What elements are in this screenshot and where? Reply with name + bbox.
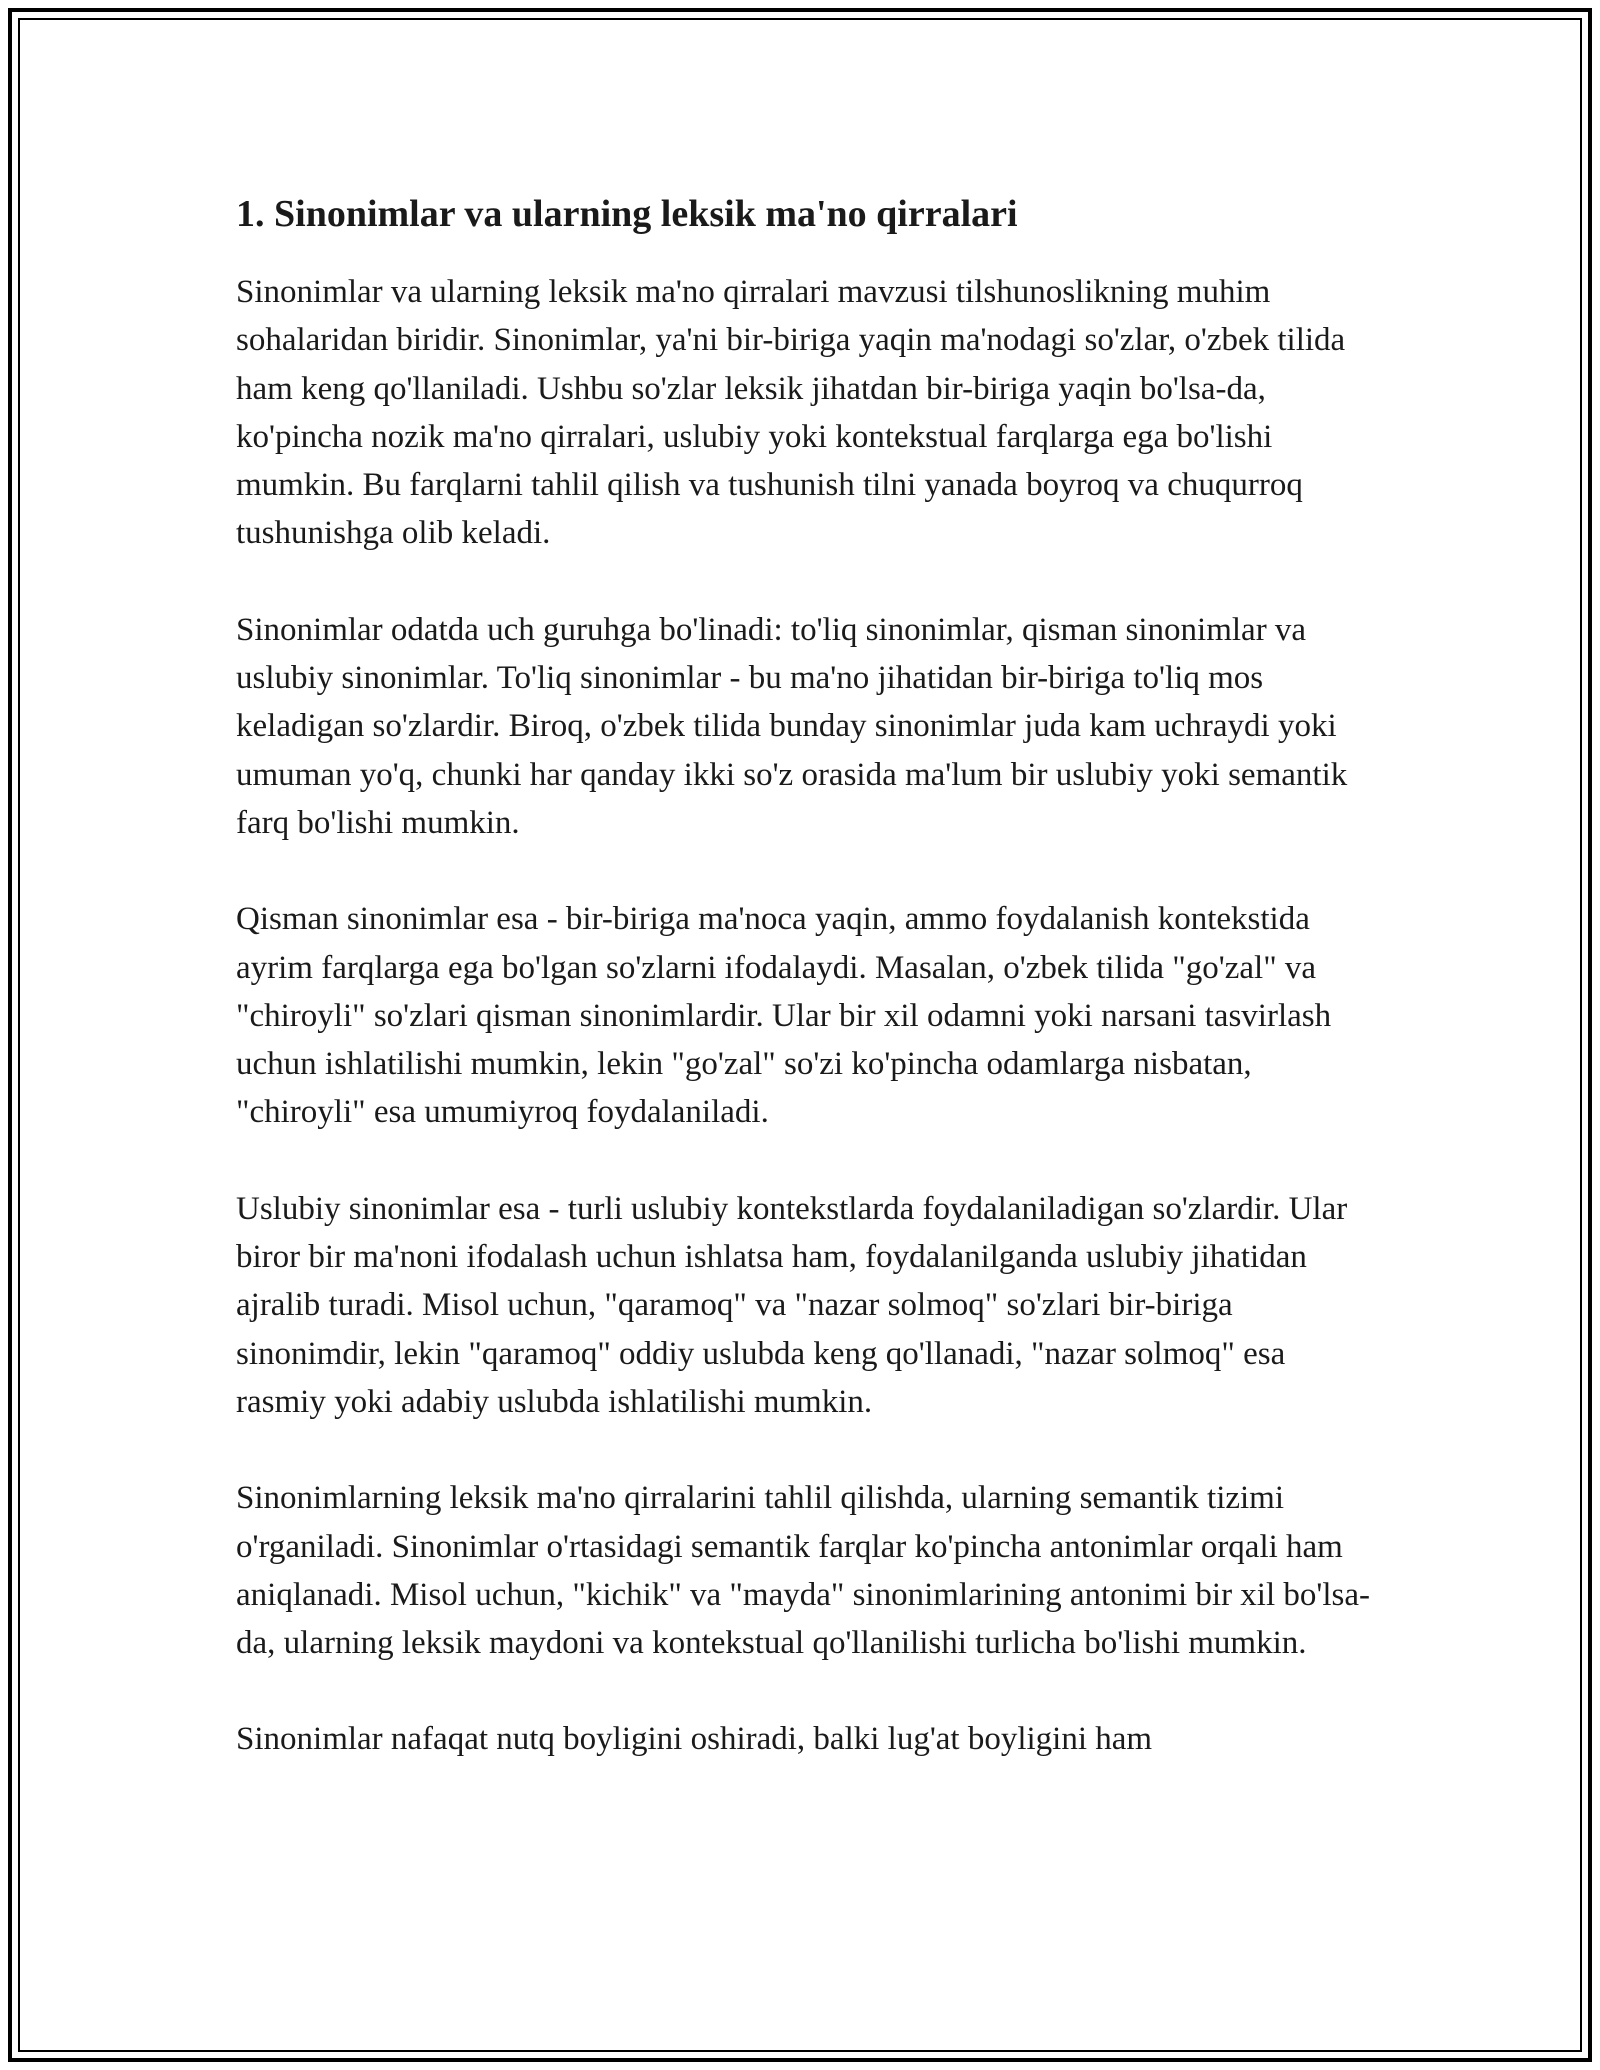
paragraph-6: Sinonimlar nafaqat nutq boyligini oshiradi, balki lug'at boyligini ham [236,1721,1153,1758]
paragraph-1: Sinonimlar va ularning leksik ma'no qirralari mavzusi tilshunoslikning muhim sohalaridan biridir. Sinonimlar, ya'ni bir-biriga yaqin ma'nodagi so'zlar, o'zbek tilida ham keng qo'llaniladi. Ushbu so'zlar leksik jihatdan bir-biriga yaqin bo'lsa-da, ko'pincha nozik ma'no qirralari, uslubiy yoki kontekstual farqlarga ega bo'lishi mumkin. Bu farqlarni tahlil qilish va tushunish tilni yanada boyroq va chuqurroq tushunishga olib keladi. [236,274,1346,552]
paragraph-4: Uslubiy sinonimlar esa - turli uslubiy kontekstlarda foydalaniladigan so'zlardir. Ular biror bir ma'noni ifodalash uchun ishlatsa ham, foydalanilganda uslubiy jihatidan ajralib turadi. Misol uchun, "qaramoq" va "nazar solmoq" so'zlari bir-biriga sinonimdir, lekin "qaramoq" oddiy uslubda keng qo'llanadi, "nazar solmoq" esa rasmiy yoki adabiy uslubda ishlatilishi mumkin. [236,1190,1348,1420]
paragraph-2: Sinonimlar odatda uch guruhga bo'linadi: to'liq sinonimlar, qisman sinonimlar va uslubiy sinonimlar. To'liq sinonimlar - bu ma'no jihatidan bir-biriga to'liq mos keladigan so'zlardir. Biroq, o'zbek tilida bunday sinonimlar juda kam uchraydi yoki umuman yo'q, chunki har qanday ikki so'z orasida ma'lum bir uslubiy yoki semantik farq bo'lishi mumkin. [236,611,1348,841]
page-title: 1. Sinonimlar va ularning leksik ma'no qirralari [236,193,1018,235]
paragraph-5: Sinonimlarning leksik ma'no qirralarini tahlil qilishda, ularning semantik tizimi o'rganiladi. Sinonimlar o'rtasidagi semantik farqlar ko'pincha antonimlar orqali ham aniqlanadi. Misol uchun, "kichik" va "mayda" sinonimlarining antonimi bir xil bo'lsa-da, ularning leksik maydoni va kontekstual qo'llanilishi turlicha bo'lishi mumkin. [236,1480,1370,1662]
page-content [236,186,1376,1812]
paragraph-3: Qisman sinonimlar esa - bir-biriga ma'noca yaqin, ammo foydalanish kontekstida ayrim farqlarga ega bo'lgan so'zlarni ifodalaydi. Masalan, o'zbek tilida "go'zal" va "chiroyli" so'zlari qisman sinonimlardir. Ular bir xil odamni yoki narsani tasvirlash uchun ishlatilishi mumkin, lekin "go'zal" so'zi ko'pincha odamlarga nisbatan, "chiroyli" esa umumiyroq foydalaniladi. [236,901,1332,1131]
